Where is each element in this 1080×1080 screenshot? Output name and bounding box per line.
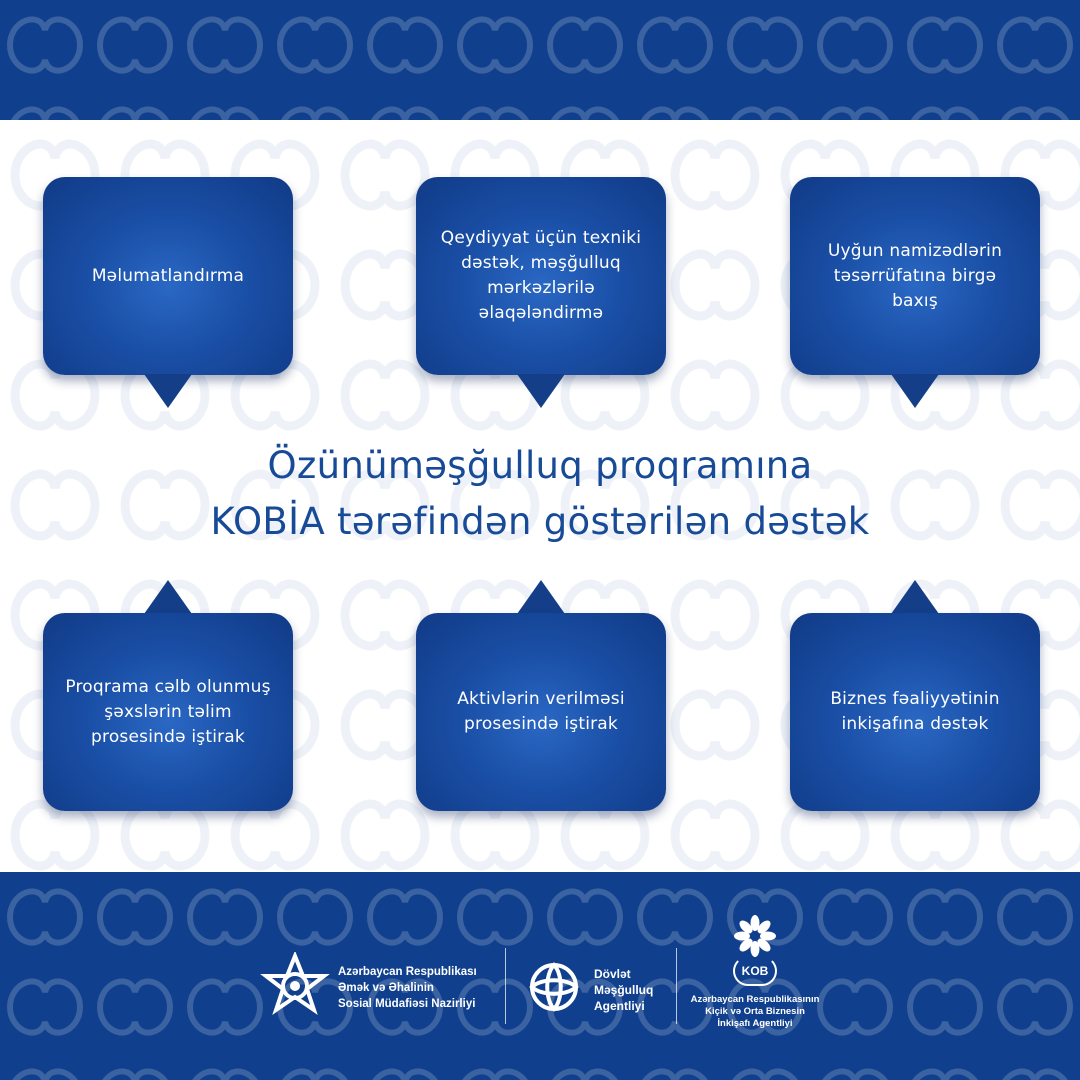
top-band [0,0,1080,120]
card-assets-text: Aktivlərin verilməsi prosesində iştirak [457,689,625,734]
employment-agency-name-line-2: Məşğulluq [594,983,654,997]
kob-mark-text: KOB [741,964,769,978]
ministry-name-line-2: Əmək və Əhalinin [338,982,434,994]
ministry-emblem-icon [260,952,330,1022]
card-informing-text: Məlumatlandırma [91,265,245,286]
ornament-pattern [0,0,1080,120]
card-training [43,613,293,811]
card-pointer [144,374,192,408]
headline-line-2: KOBİA tərəfindən göstərilən dəstək [210,500,870,543]
card-registration-support [416,177,666,375]
card-pointer [517,580,565,614]
card-pointer [891,374,939,408]
card-training-text: Proqrama cəlb olunmuş şəxslərin təlim prosesində iştirak [65,676,271,747]
card-joint-review [790,177,1040,375]
card-registration-support-text: Qeydiyyat üçün texniki dəstək, məşğulluq mərkəzlərilə əlaqələndirmə [440,228,642,323]
ministry-name [338,964,477,1012]
headline-line-1: Özünüməşğulluq proqramına [267,444,813,487]
kob-agency-name [674,994,836,1030]
card-informing [43,177,293,375]
ministry-name-line-3: Sosial Müdafiəsi Nazirliyi [338,998,476,1010]
card-business-development-text: Biznes fəaliyyətinin inkişafına dəstək [830,689,1000,734]
employment-agency-emblem-icon [523,956,585,1018]
card-pointer [144,580,192,614]
kob-mark [733,956,777,986]
card-assets [416,613,666,811]
logo-divider [505,948,506,1024]
kob-agency-name-line-1: Azərbaycan Respublikasının [690,994,820,1005]
card-business-development [790,613,1040,811]
employment-agency-name-line-1: Dövlət [594,967,631,981]
kob-agency-name-line-3: İnkişafı Agentliyi [717,1018,793,1029]
card-pointer [517,374,565,408]
card-joint-review-text: Uyğun namizədlərin təsərrüfatına birgə baxış [827,240,1003,311]
kob-flower-icon [733,914,777,958]
kob-agency-name-line-2: Kiçik və Orta Biznesin [705,1006,805,1017]
ministry-name-line-1: Azərbaycan Respublikası [338,966,477,978]
card-pointer [891,580,939,614]
employment-agency-name [594,966,653,1014]
employment-agency-name-line-3: Agentliyi [594,999,645,1013]
